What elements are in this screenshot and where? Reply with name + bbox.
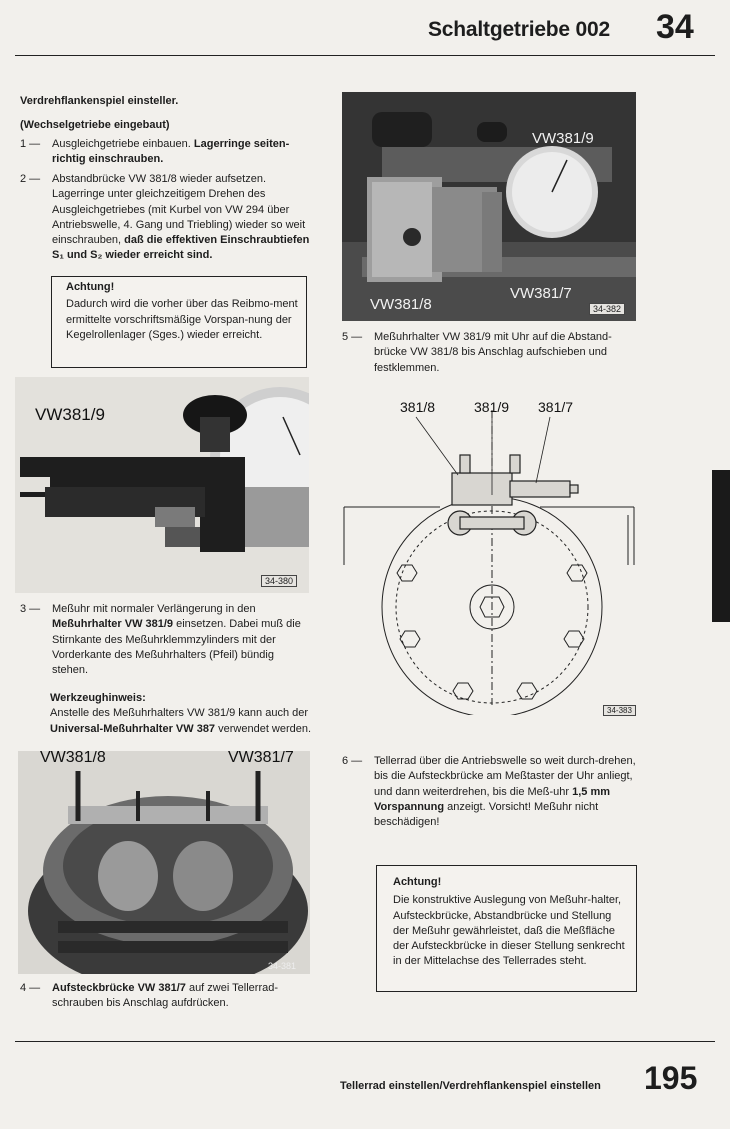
label-vw381-7: VW381/7 [510, 285, 572, 302]
section-heading: Verdrehflankenspiel einsteller. [20, 95, 179, 107]
step-text: Ausgleichgetriebe einbauen. Lagerringe seiten-richtig einschrauben. [52, 138, 290, 166]
photo-34-380 [15, 377, 309, 593]
notice-text: Die konstruktive Auslegung von Meßuhr-halter, Aufsteckbrücke, Abstandbrücke und Stellung der Meßuhr gewährleistet, daß die Meßfläche der Aufsteckbrücke in dieser Stellung senkrecht in der Mittelachse des Tellerrades steht. [393, 894, 625, 968]
step-number: 4 — [20, 982, 41, 994]
notice-box-1 [51, 276, 307, 368]
page-title: Schaltgetriebe 002 [428, 18, 610, 41]
step-1 [20, 137, 312, 168]
step-number: 5 — [342, 331, 363, 343]
section-subheading: (Wechselgetriebe eingebaut) [20, 119, 170, 131]
label-381-7: 381/7 [538, 399, 574, 415]
label-vw381-7: VW381/7 [228, 751, 294, 766]
footer-rule [15, 1041, 715, 1042]
step-text: Abstandbrücke VW 381/8 wieder aufsetzen. Lagerringe unter gleichzeitigem Drehen des Ausgleichgetriebes (mit Kurbel von VW 294 über Antriebswelle, 4. Gang und Triebling) wieder so weit einschrauben, daß die effektiven Einschraubtiefen S₁ und S₂ wieder erreicht sind. [52, 173, 310, 262]
step-number: 1 — [20, 138, 41, 150]
thumb-index-tab [712, 470, 730, 622]
tool-hint [50, 691, 320, 737]
step-text: Aufsteckbrücke VW 381/7 auf zwei Tellerrad-schrauben bis Anschlag aufdrücken. [52, 982, 279, 1010]
diagram-34-383 [340, 395, 640, 715]
label-381-8: 381/8 [400, 399, 436, 415]
chapter-number: 34 [656, 8, 694, 46]
header-rule [15, 55, 715, 56]
label-vw381-9: VW381/9 [532, 130, 594, 147]
step-text: Meßuhr mit normaler Verlängerung in den Meßuhrhalter VW 381/9 einsetzen. Dabei muß die Stirnkante des Meßuhrklemmzylinders mit der Vorderkante des Meßuhrhalters (Pfeil) bündig stehen. [52, 603, 301, 677]
notice-text: Dadurch wird die vorher über das Reibmo-ment ermittelte vorschriftsmäßige Vorspan-nung der Kegelrollenlager (Sges.) wieder erreicht. [66, 298, 298, 341]
photo-34-381 [18, 751, 310, 974]
step-4 [20, 981, 312, 1012]
tool-hint-text: Anstelle des Meßuhrhalters VW 381/9 kann auch der Universal-Meßuhrhalter VW 387 verwendet werden. [50, 707, 312, 735]
label-vw381-9: VW381/9 [35, 405, 105, 424]
photo-34-382 [342, 92, 636, 321]
notice-box-2 [376, 865, 637, 992]
step-3 [20, 602, 312, 678]
step-2 [20, 172, 312, 264]
step-5 [342, 330, 642, 376]
figure-tag: 34-381 [268, 961, 297, 971]
notice-title: Achtung! [66, 281, 115, 293]
step-number: 2 — [20, 173, 41, 185]
figure-tag: 34-383 [603, 705, 636, 716]
step-6 [342, 754, 647, 830]
step-text: Tellerrad über die Antriebswelle so weit durch-drehen, bis die Aufsteckbrücke am Meßtaster der Uhr anliegt, und dann weiterdrehen, bis die Meß-uhr 1,5 mm Vorspannung anzeigt. Vorsicht! Meßuhr nicht beschädigen! [374, 755, 636, 829]
label-vw381-8: VW381/8 [370, 296, 432, 313]
label-381-9: 381/9 [474, 399, 510, 415]
figure-tag: 34-382 [589, 303, 625, 315]
notice-title: Achtung! [393, 876, 442, 888]
page-number: 195 [644, 1060, 698, 1096]
tool-hint-title: Werkzeughinweis: [50, 692, 146, 704]
footer-title: Tellerrad einstellen/Verdrehflankenspiel einstellen [340, 1080, 601, 1092]
figure-tag: 34-380 [261, 575, 297, 587]
step-text: Meßuhrhalter VW 381/9 mit Uhr auf die Abstand-brücke VW 381/8 bis Anschlag aufschieben und festklemmen. [374, 331, 612, 374]
label-vw381-8: VW381/8 [40, 751, 106, 766]
step-number: 3 — [20, 603, 41, 615]
step-number: 6 — [342, 755, 363, 767]
